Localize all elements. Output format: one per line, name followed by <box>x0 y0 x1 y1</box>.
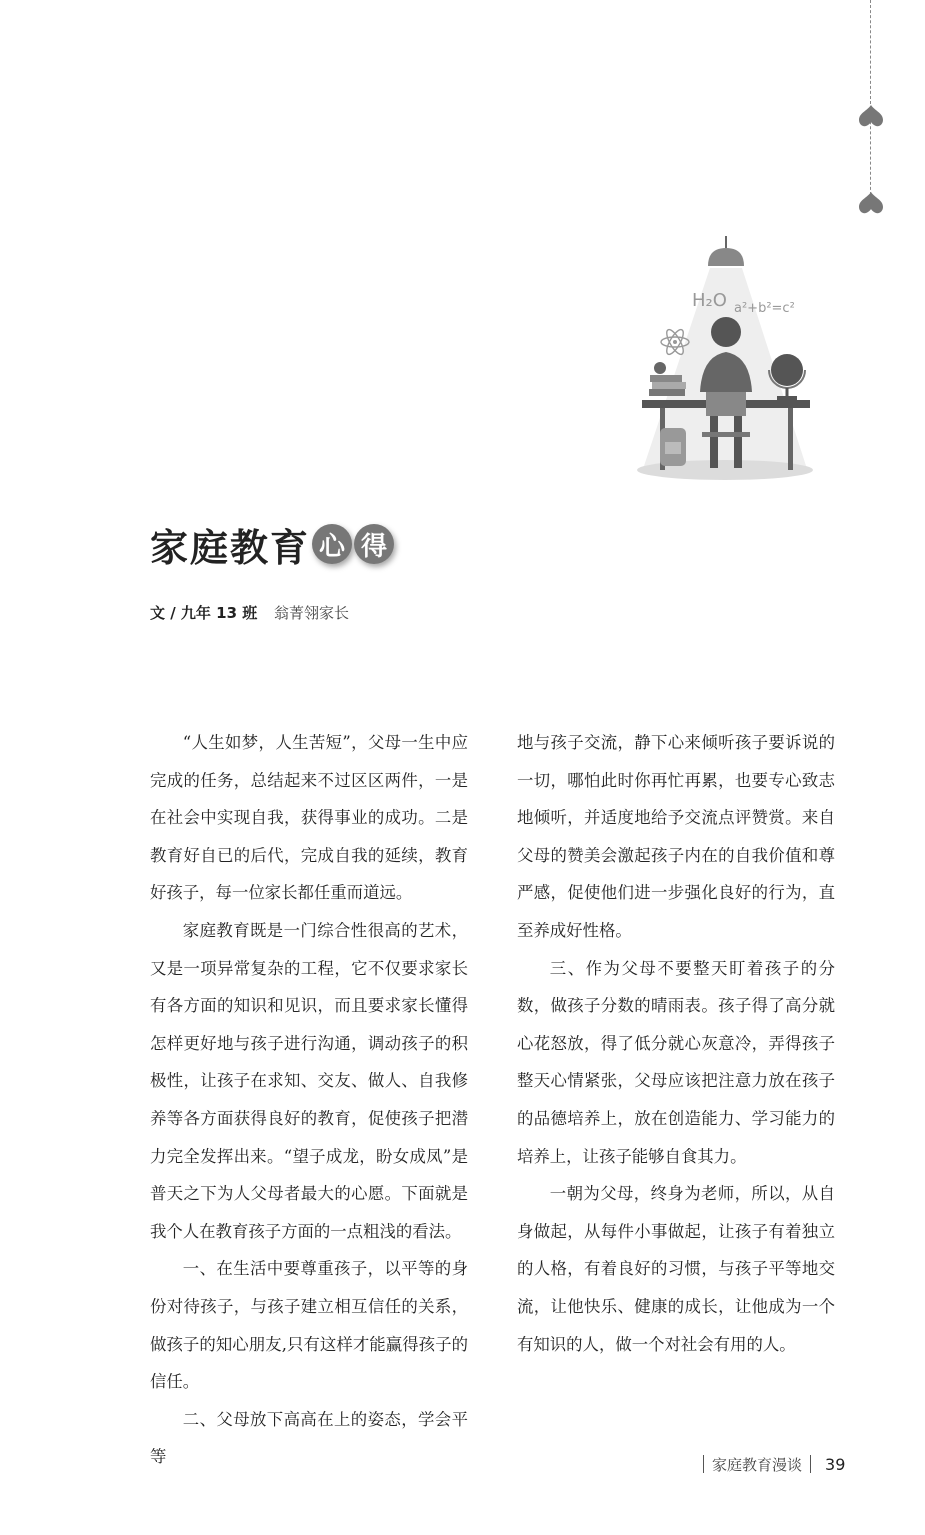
paragraph-continued: 地与孩子交流，静下心来倾听孩子要诉说的一切，哪怕此时你再忙再累，也要专心致志地倾听，并适度地给予交流点评赞赏。来自父母的赞美会激起孩子内在的自我价值和尊严感，促使他们进一步强化良好的行为，直至养成好性格。 <box>517 733 835 940</box>
formula-h2o: H₂O <box>692 290 727 311</box>
footer-divider <box>810 1455 811 1473</box>
footer-divider <box>703 1455 704 1473</box>
decorative-dashed-line <box>870 0 871 200</box>
paragraph: 一朝为父母，终身为老师，所以，从自身做起，从每件小事做起，让孩子有着独立的人格，有着良好的习惯，与孩子平等地交流，让他快乐、健康的成长，让他成为一个有知识的人，做一个对社会有用的人。 <box>517 1184 835 1354</box>
heart-icon <box>857 190 885 218</box>
author-name: 翁菁翎家长 <box>274 604 350 622</box>
heart-icon <box>857 103 885 131</box>
paragraph: 二、父母放下高高在上的姿态，学会平等 <box>150 1409 468 1467</box>
page-number: 39 <box>825 1454 846 1474</box>
title-badge: 心 <box>312 524 352 564</box>
title-badge: 得 <box>354 524 394 564</box>
article-title <box>150 518 394 570</box>
apple-icon <box>654 362 666 374</box>
formula-pythagoras: a²+b²=c² <box>734 301 795 316</box>
paragraph: “人生如梦，人生苦短”，父母一生中应完成的任务，总结起来不过区区两件，一是在社会中实现自我，获得事业的成功。二是教育好自已的后代，完成自我的延续，教育好孩子，每一位家长都任重而道远。 <box>150 733 468 903</box>
student-desk-illustration <box>630 232 820 482</box>
paragraph: 一、在生活中要尊重孩子，以平等的身份对待孩子，与孩子建立相互信任的关系，做孩子的知心朋友,只有这样才能赢得孩子的信任。 <box>150 1259 468 1392</box>
paragraph: 三、作为父母不要整天盯着孩子的分数，做孩子分数的晴雨表。孩子得了高分就心花怒放，得了低分就心灰意冷，弄得孩子整天心情紧张，父母应该把注意力放在孩子的品德培养上，放在创造能力、学习能力的培养上，让孩子能够自食其力。 <box>517 958 835 1166</box>
author-label: 文 / 九年 13 班 <box>150 604 258 622</box>
page-footer <box>695 1452 845 1476</box>
footer-section-title: 家庭教育漫谈 <box>712 1455 803 1474</box>
paragraph: 家庭教育既是一门综合性很高的艺术，又是一项异常复杂的工程，它不仅要求家长有各方面的知识和见识，而且要求家长懂得怎样更好地与孩子进行沟通，调动孩子的积极性，让孩子在求知、交友、做人、自我修养等各方面获得良好的教育，促使孩子把潜力完全发挥出来。“望子成龙，盼女成凤”是普天之下为人父母者最大的心愿。下面就是我个人在教育孩子方面的一点粗浅的看法。 <box>150 920 468 1241</box>
title-text: 家庭教育 <box>150 524 311 570</box>
text-column-left <box>150 724 468 1476</box>
text-column-right <box>517 724 835 1363</box>
byline <box>150 602 349 623</box>
